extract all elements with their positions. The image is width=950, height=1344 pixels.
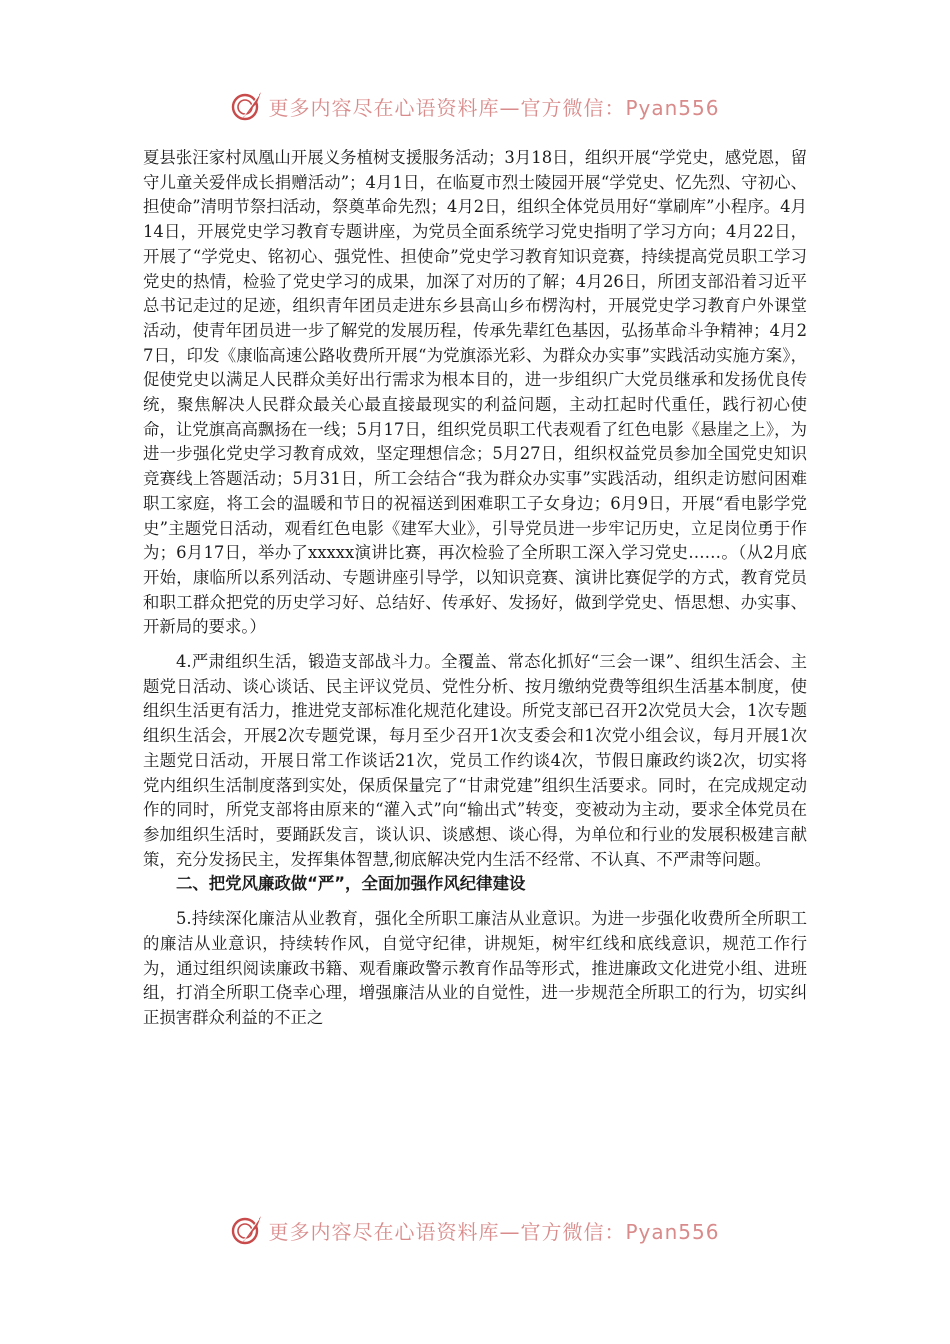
quill-pen-logo-icon	[230, 1213, 264, 1247]
document-body	[143, 146, 807, 1031]
header-watermark	[0, 86, 950, 126]
section-heading: 二、把党风廉政做“严”，全面加强作风纪律建设	[176, 874, 526, 894]
watermark-text: 更多内容尽在心语资料库—官方微信：Pyan556	[268, 95, 720, 120]
paragraph-integrity-education: 5.持续深化廉洁从业教育，强化全所职工廉洁从业意识。为进一步强化收费所全所职工的廉洁从业意识，持续转作风，自觉守纪律，讲规矩，树牢红线和底线意识，规范工作行为，通过组织阅读廉政书籍、观看廉政警示教育作品等形式，推进廉政文化进党小组、进班组，打消全所职工侥幸心理，增强廉洁从业的自觉性，进一步规范全所职工的行为，切实纠正损害群众利益的不正之	[143, 909, 807, 1027]
footer-watermark	[0, 1210, 950, 1250]
quill-pen-logo-icon	[230, 89, 264, 123]
watermark-text: 更多内容尽在心语资料库—官方微信：Pyan556	[268, 1219, 720, 1244]
paragraph-organization-life: 4.严肃组织生活，锻造支部战斗力。全覆盖、常态化抓好“三会一课”、组织生活会、主题党日活动、谈心谈话、民主评议党员、党性分析、按月缴纳党费等组织生活基本制度，使组织生活更有活力，推进党支部标准化规范化建设。所党支部已召开2次党员大会，1次专题组织生活会，开展2次专题党课，每月至少召开1次支委会和1次党小组会议，每月开展1次主题党日活动，开展日常工作谈话21次，党员工作约谈4次，节假日廉政约谈2次，切实将党内组织生活制度落到实处，保质保量完了“甘肃党建”组织生活要求。同时，在完成规定动作的同时，所党支部将由原来的“灌入式”向“输出式”转变，变被动为主动，要求全体党员在参加组织生活时，要踊跃发言，谈认识、谈感想、谈心得，为单位和行业的发展积极建言献策，充分发扬民主，发挥集体智慧,彻底解决党内生活不经常、不认真、不严肃等问题。	[143, 652, 807, 869]
paragraph-party-history-activities: 夏县张汪家村凤凰山开展义务植树支援服务活动；3月18日，组织开展“学党史，感党恩，留守儿童关爱伴成长捐赠活动”；4月1日，在临夏市烈士陵园开展“学党史、忆先烈、守初心、担使命”清明节祭扫活动，祭奠革命先烈；4月2日，组织全体党员用好“掌刷库”小程序。4月14日，开展党史学习教育专题讲座，为党员全面系统学习党史指明了学习方向；4月22日，开展了“学党史、铭初心、强党性、担使命”党史学习教育知识竞赛，持续提高党员职工学习党史的热情，检验了党史学习的成果，加深了对历的了解；4月26日，所团支部沿着习近平总书记走过的足迹，组织青年团员走进东乡县高山乡布楞沟村，开展党史学习教育户外课堂活动，使青年团员进一步了解党的发展历程，传承先辈红色基因，弘扬革命斗争精神；4月27日，印发《康临高速公路收费所开展“为党旗添光彩、为群众办实事”实践活动实施方案》，促使党史以满足人民群众美好出行需求为根本目的，进一步组织广大党员继承和发扬优良传统，聚焦解决人民群众最关心最直接最现实的利益问题，主动扛起时代重任，践行初心使命，让党旗高高飘扬在一线；5月17日，组织党员职工代表观看了红色电影《悬崖之上》，为进一步强化党史学习教育成效，坚定理想信念；5月27日，组织权益党员参加全国党史知识竞赛线上答题活动；5月31日，所工会结合“我为群众办实事”实践活动，组织走访慰问困难职工家庭，将工会的温暖和节日的祝福送到困难职工子女身边；6月9日，开展“看电影学党史”主题党日活动，观看红色电影《建军大业》，引导党员进一步牢记历史，立足岗位勇于作为；6月17日，举办了xxxxx演讲比赛，再次检验了全所职工深入学习党史……。（从2月底开始，康临所以系列活动、专题讲座引导学，以知识竞赛、演讲比赛促学的方式，教育党员和职工群众把党的历史学习好、总结好、传承好、发扬好，做到学党史、悟思想、办实事、开新局的要求。）	[143, 148, 807, 637]
